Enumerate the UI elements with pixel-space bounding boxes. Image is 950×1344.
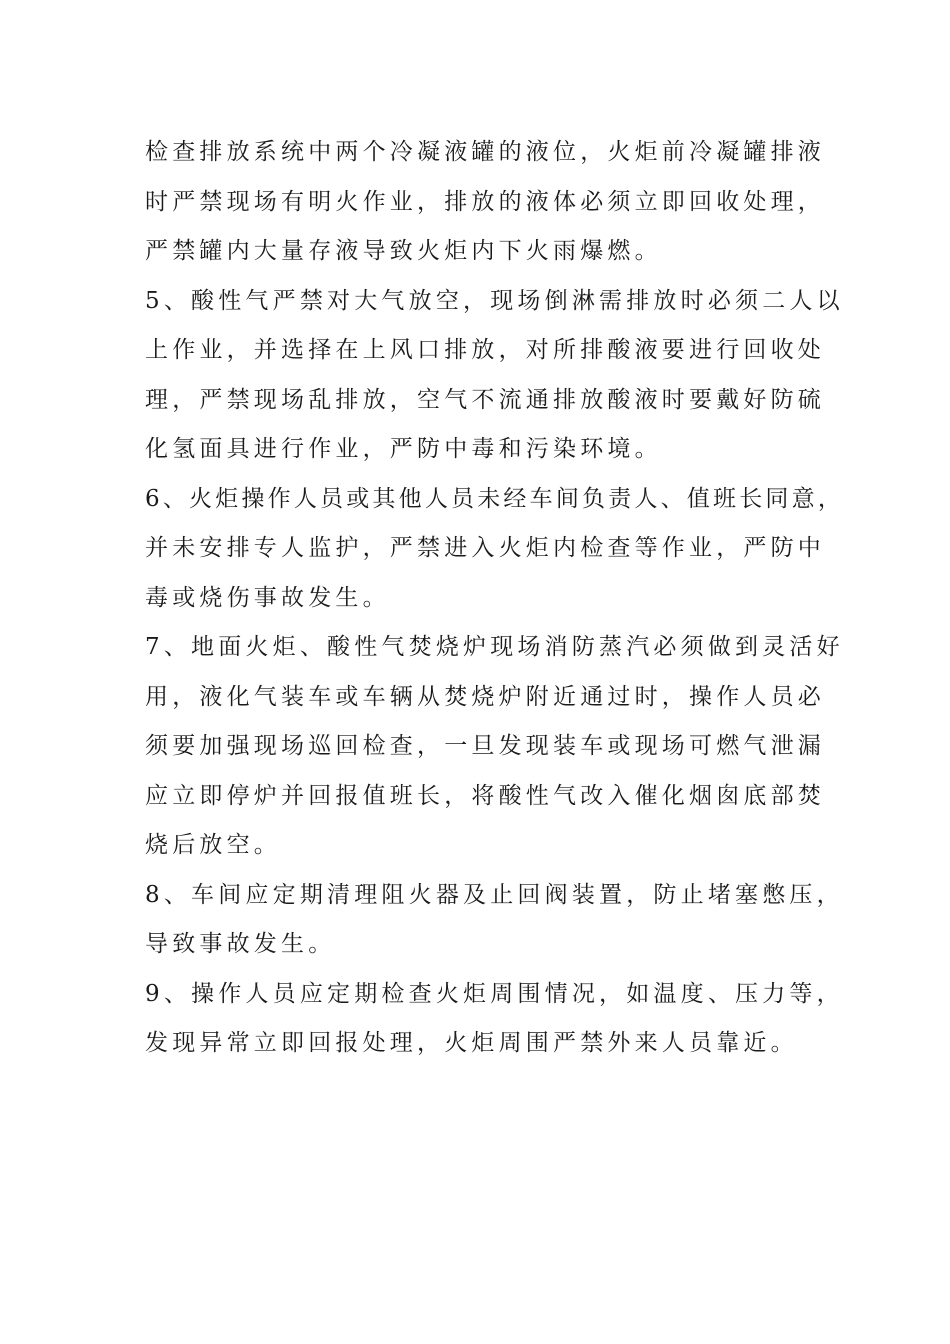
text-line: 毒或烧伤事故发生。 (145, 584, 390, 611)
text-line: 9、操作人员应定期检查火炬周围情况，如温度、压力等， (145, 980, 844, 1007)
paragraph-item-8 (145, 871, 844, 970)
text-line: 化氢面具进行作业，严防中毒和污染环境。 (145, 436, 662, 462)
text-line: 时严禁现场有明火作业，排放的液体必须立即回收处理， (145, 188, 825, 215)
text-line: 严禁罐内大量存液导致火炬内下火雨爆燃。 (145, 238, 662, 264)
text-line: 理，严禁现场乱排放，空气不流通排放酸液时要戴好防硫 (145, 386, 825, 413)
paragraph-condensate-drain (145, 128, 825, 277)
paragraph-item-5 (145, 277, 844, 475)
text-line: 须要加强现场巡回检查，一旦发现装车或现场可燃气泄漏 (145, 733, 825, 759)
text-line: 烧后放空。 (145, 832, 281, 858)
text-line: 8、车间应定期清理阻火器及止回阀装置，防止堵塞憋压， (145, 881, 844, 908)
text-line: 用，液化气装车或车辆从焚烧炉附近通过时，操作人员必 (145, 683, 825, 710)
document-body (145, 128, 845, 1069)
text-line: 并未安排专人监护，严禁进入火炬内检查等作业，严防中 (145, 535, 825, 561)
text-line: 导致事故发生。 (145, 931, 336, 957)
paragraph-item-9 (145, 970, 844, 1069)
text-line: 上作业，并选择在上风口排放，对所排酸液要进行回收处 (145, 337, 825, 363)
text-line: 发现异常立即回报处理，火炬周围严禁外来人员靠近。 (145, 1030, 798, 1056)
paragraph-item-6 (145, 475, 845, 624)
text-line: 应立即停炉并回报值班长，将酸性气改入催化烟囱底部焚 (145, 782, 825, 809)
text-line: 6、火炬操作人员或其他人员未经车间负责人、值班长同意， (145, 485, 845, 512)
text-line: 检查排放系统中两个冷凝液罐的液位，火炬前冷凝罐排液 (145, 139, 825, 165)
paragraph-item-7 (145, 623, 844, 871)
text-line: 5、酸性气严禁对大气放空，现场倒淋需排放时必须二人以 (145, 287, 844, 314)
text-line: 7、地面火炬、酸性气焚烧炉现场消防蒸汽必须做到灵活好 (145, 634, 844, 660)
